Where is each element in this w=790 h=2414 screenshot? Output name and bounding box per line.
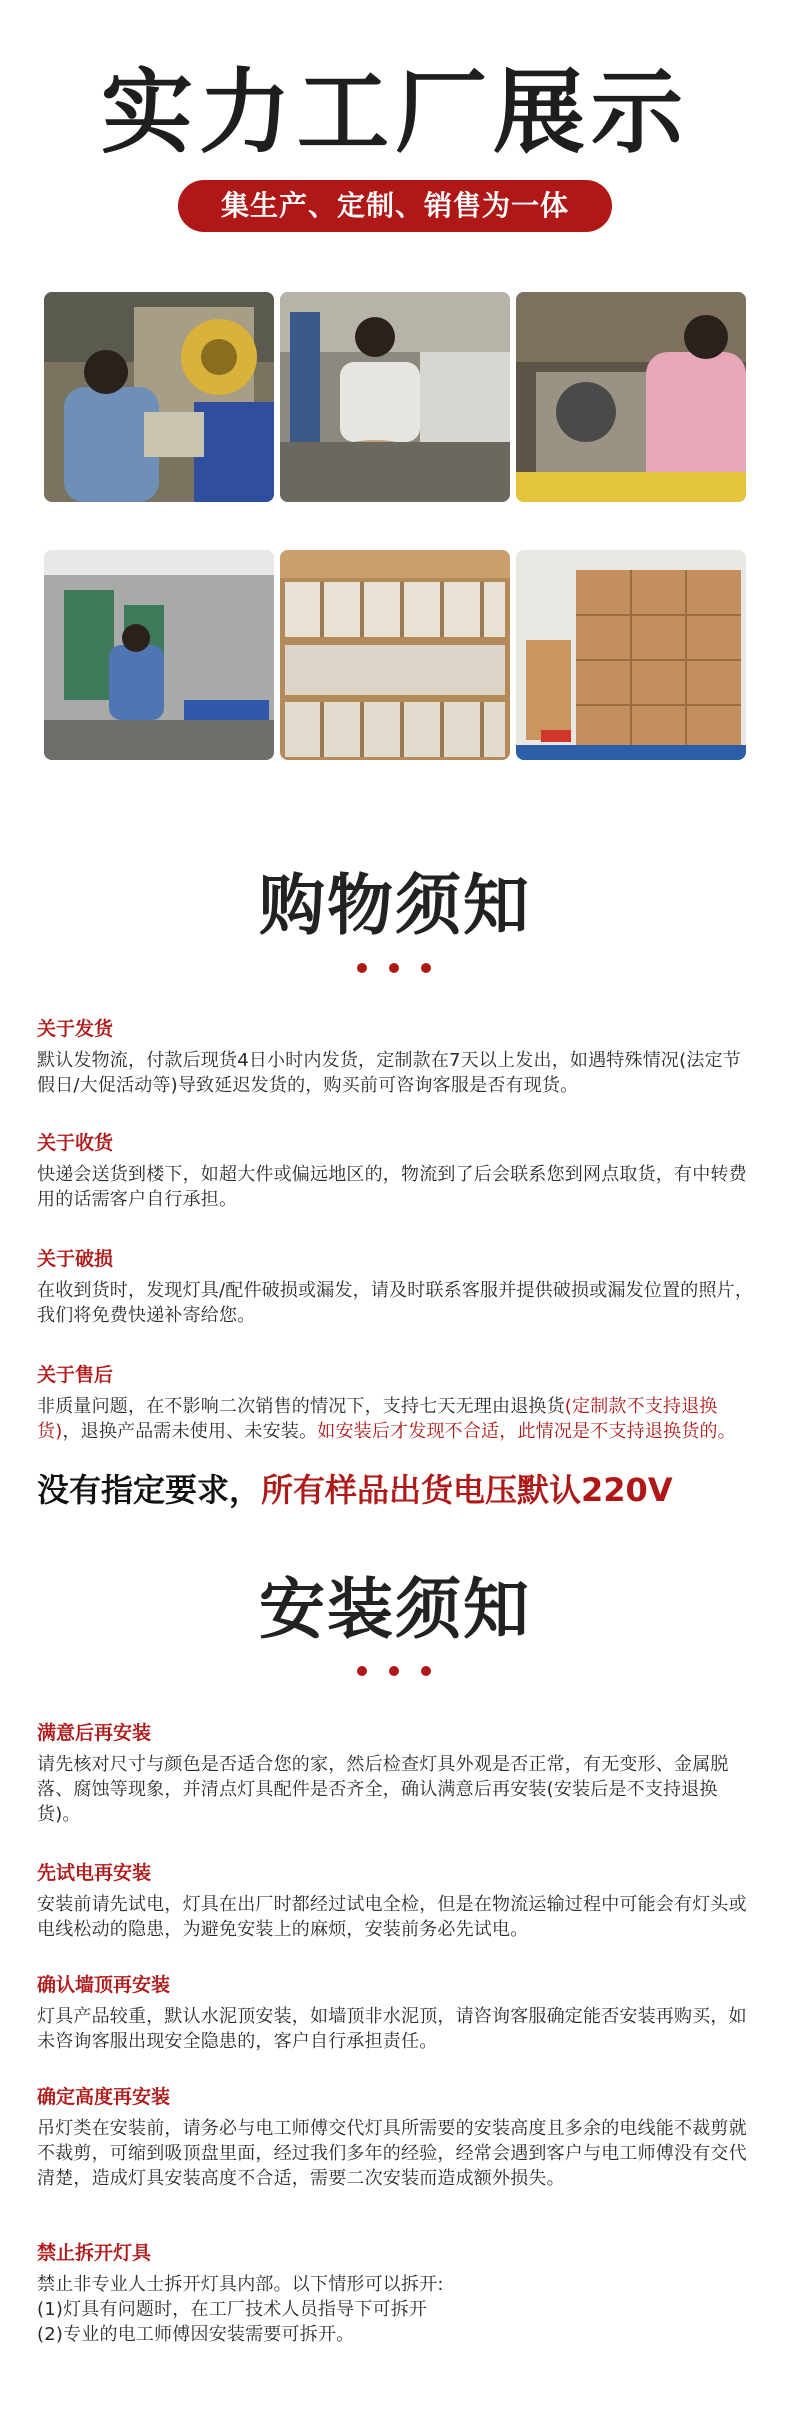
- notice-body: 吊灯类在安装前，请务必与电工师傅交代灯具所需要的安装高度且多余的电线能不裁剪就不裁剪，可缩到吸顶盘里面，经过我们多年的经验，经常会遇到客户与电工师傅没有交代清楚，造成灯具安装高度不合适，需要二次安装而造成额外损失。: [37, 2118, 747, 2189]
- notice-body-line: 禁止非专业人士拆开灯具内部。以下情形可以拆开:: [37, 2274, 444, 2295]
- notice-body: 快递会送货到楼下，如超大件或偏远地区的，物流到了后会联系您到网点取货，有中转费用的话需客户自行承担。: [37, 1164, 747, 1210]
- notice-body: 安装前请先试电，灯具在出厂时都经过试电全检，但是在物流运输过程中可能会有灯头或电线松动的隐患，为避免安装上的麻烦，安装前务必先试电。: [37, 1894, 747, 1940]
- section-divider-dots: [355, 1666, 435, 1678]
- page-title: 实力工厂展示: [100, 59, 689, 166]
- notice-body: 默认发物流，付款后现货4日小时内发货，定制款在7天以上发出，如遇特殊情况(法定节假日/大促活动等)导致延迟发货的，购买前可咨询客服是否有现货。: [37, 1050, 741, 1096]
- install-test-power: [37, 1860, 755, 1942]
- notice-heading: 关于售后: [37, 1364, 114, 1386]
- packed-lamps-boxes-photo: [280, 550, 510, 760]
- notice-damage: [37, 1246, 755, 1328]
- notice-body: 灯具产品较重，默认水泥顶安装，如墙顶非水泥顶，请咨询客服确定能否安装再购买，如未咨询客服出现安全隐患的，客户自行承担责任。: [37, 2006, 747, 2052]
- notice-body: 在收到货时，发现灯具/配件破损或漏发，请及时联系客服并提供破损或漏发位置的照片，我们将免费快递补寄给您。: [37, 1280, 754, 1326]
- install-no-disassembly: [37, 2240, 755, 2347]
- notice-heading: 先试电再安装: [37, 1862, 152, 1884]
- install-check-ceiling: [37, 1972, 755, 2054]
- voltage-notice: 没有指定要求，所有样品出货电压默认220V: [37, 1471, 673, 1509]
- notice-heading: 确定高度再安装: [37, 2086, 171, 2108]
- notice-body: 请先核对尺寸与颜色是否适合您的家，然后检查灯具外观是否正常，有无变形、金属脱落、腐蚀等现象，并清点灯具配件是否齐全，确认满意后再安装(安装后是不支持退换货)。: [37, 1754, 729, 1825]
- notice-body-line: (2)专业的电工师傅因安装需要可拆开。: [37, 2324, 355, 2345]
- notice-receiving: [37, 1130, 755, 1212]
- notice-heading: 禁止拆开灯具: [37, 2242, 152, 2264]
- notice-heading: 关于发货: [37, 1018, 114, 1040]
- notice-heading: 确认墙顶再安装: [37, 1974, 171, 1996]
- install-notice-title: 安装须知: [259, 1571, 531, 1648]
- factory-workshop-photo: [44, 550, 274, 760]
- factory-assembly-worker-photo: [516, 292, 746, 502]
- notice-heading: 满意后再安装: [37, 1722, 152, 1744]
- shopping-notice-title: 购物须知: [259, 867, 531, 944]
- install-height: [37, 2084, 755, 2191]
- subtitle-badge: 集生产、定制、销售为一体: [178, 180, 612, 232]
- notice-body-line: (1)灯具有问题时，在工厂技术人员指导下可拆开: [37, 2299, 428, 2320]
- notice-heading: 关于收货: [37, 1132, 114, 1154]
- warehouse-cartons-photo: [516, 550, 746, 760]
- install-satisfied: [37, 1720, 755, 1827]
- section-divider-dots: [355, 963, 435, 975]
- notice-after-sales: [37, 1362, 755, 1444]
- notice-heading: 关于破损: [37, 1248, 114, 1270]
- notice-body: 非质量问题，在不影响二次销售的情况下，支持七天无理由退换货(定制款不支持退换货)，退换产品需未使用、未安装。如安装后才发现不合适，此情况是不支持退换货的。: [37, 1396, 736, 1442]
- notice-shipping: [37, 1016, 755, 1098]
- factory-machine-worker-photo: [44, 292, 274, 502]
- factory-polishing-worker-photo: [280, 292, 510, 502]
